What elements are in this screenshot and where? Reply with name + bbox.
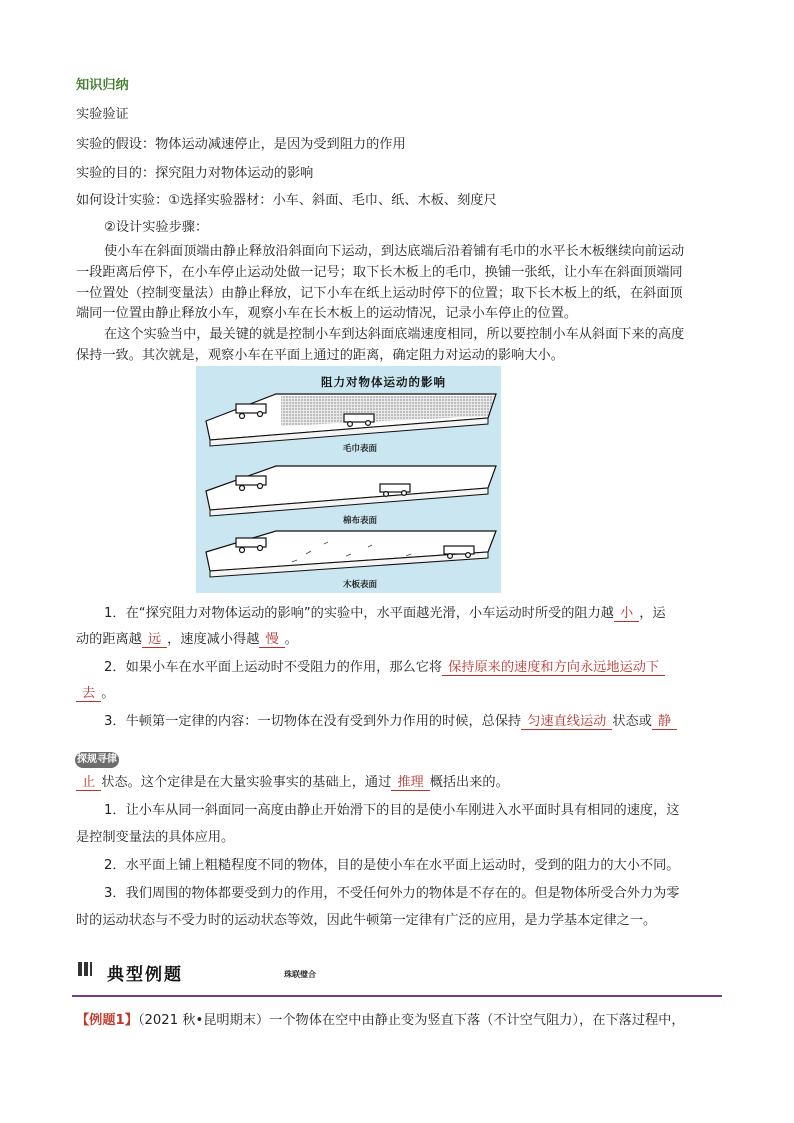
text-line: 端同一位置由静止释放小车，观察小车在长木板上的运动情况，记录小车停止的位置。 [76, 306, 578, 321]
text-line: 实验的假设：物体运动减速停止，是因为受到阻力的作用 [76, 137, 406, 152]
answer-blank: 匀速直线运动 [521, 714, 612, 730]
section-divider [72, 995, 722, 997]
badge-explore: 探规寻律 [75, 752, 119, 768]
answer-blank: 静 [652, 714, 677, 730]
answer-blank: 推理 [391, 775, 429, 791]
rule-text: 是控制变量法的具体应用。 [76, 830, 235, 845]
section-subtitle: 珠联璧合 [284, 970, 316, 979]
question-2-cont: 去 。 [76, 686, 114, 702]
section-heading: 知识归纳 [76, 78, 129, 93]
example-label: 【例题1】 [76, 1013, 138, 1028]
answer-blank: 保持原来的速度和方向永远地运动下 [442, 660, 665, 676]
figure-title: 阻力对物体运动的影响 [321, 375, 446, 389]
text-line: 如何设计实验：①选择实验器材：小车、斜面、毛巾、纸、木板、刻度尺 [76, 193, 497, 208]
answer-blank: 去 [76, 686, 101, 702]
text-line: 实验验证 [76, 107, 129, 122]
experiment-figure [196, 366, 501, 593]
text-line: 保持一致。其次就是，观察小车在平面上通过的距离，确定阻力对运动的影响大小。 [76, 348, 564, 363]
text-line: 一段距离后停下，在小车停止运动处做一记号；取下长木板上的毛巾，换铺一张纸，让小车在斜面顶端同 [76, 265, 683, 280]
rule-text: 时的运动状态与不受力时的运动状态等效，因此牛顿第一定律有广泛的应用，是力学基本定律之一。 [76, 913, 657, 928]
text-line: 一位置处（控制变量法）由静止释放，记下小车在纸上运动时停下的位置；取下长木板上的纸，在斜面顶 [76, 286, 683, 301]
text-line: 实验的目的：探究阻力对物体运动的影响 [76, 166, 314, 181]
rule-text: 2．水平面上铺上粗糙程度不同的物体，目的是使小车在水平面上运动时，受到的阻力的大小不同。 [104, 858, 680, 873]
rule-text: 3．我们周围的物体都要受到力的作用，不受任何外力的物体是不存在的。但是物体所受合外力为零 [104, 886, 680, 901]
caption-cotton: 棉布表面 [343, 516, 378, 526]
section-title: 典型例题 [107, 965, 183, 985]
question-3-cont: 止 状态。这个定律是在大量实验事实的基础上，通过 推理 概括出来的。 [76, 775, 509, 791]
text-line: 在这个实验当中，最关键的就是控制小车到达斜面底端速度相同，所以要控制小车从斜面下来的高度 [104, 327, 685, 342]
answer-blank: 小 [614, 606, 639, 622]
question-3: 3．牛顿第一定律的内容：一切物体在没有受到外力作用的时候，总保持 匀速直线运动 状态或 静 [104, 714, 677, 730]
rule-text: 1．让小车从同一斜面同一高度由静止开始滑下的目的是使小车刚进入水平面时具有相同的速度，这 [104, 803, 680, 818]
section-bars-icon [78, 962, 92, 976]
text-line: ②设计实验步骤： [104, 220, 209, 235]
answer-blank: 止 [76, 775, 101, 791]
question-1: 1．在“探究阻力对物体运动的影响”的实验中，水平面越光滑，小车运动时所受的阻力越 小 ，运 [104, 606, 666, 621]
experiment-illustration [196, 366, 501, 593]
question-1-cont: 动的距离越 远 ，速度减小得越 慢 。 [76, 632, 298, 647]
answer-blank: 远 [142, 632, 167, 648]
answer-blank: 慢 [259, 632, 284, 648]
caption-wood: 木板表面 [343, 580, 378, 590]
example-1: 【例题1】（2021 秋•昆明期末）一个物体在空中由静止变为竖直下落（不计空气阻力），在下落过程中， [76, 1013, 685, 1028]
text-line: 使小车在斜面顶端由静止释放沿斜面向下运动，到达底端后沿着铺有毛巾的水平长木板继续向前运动 [104, 244, 685, 259]
question-2: 2．如果小车在水平面上运动时不受阻力的作用，那么它将 保持原来的速度和方向永远地运动下 [104, 660, 665, 676]
caption-towel: 毛巾表面 [343, 444, 378, 454]
